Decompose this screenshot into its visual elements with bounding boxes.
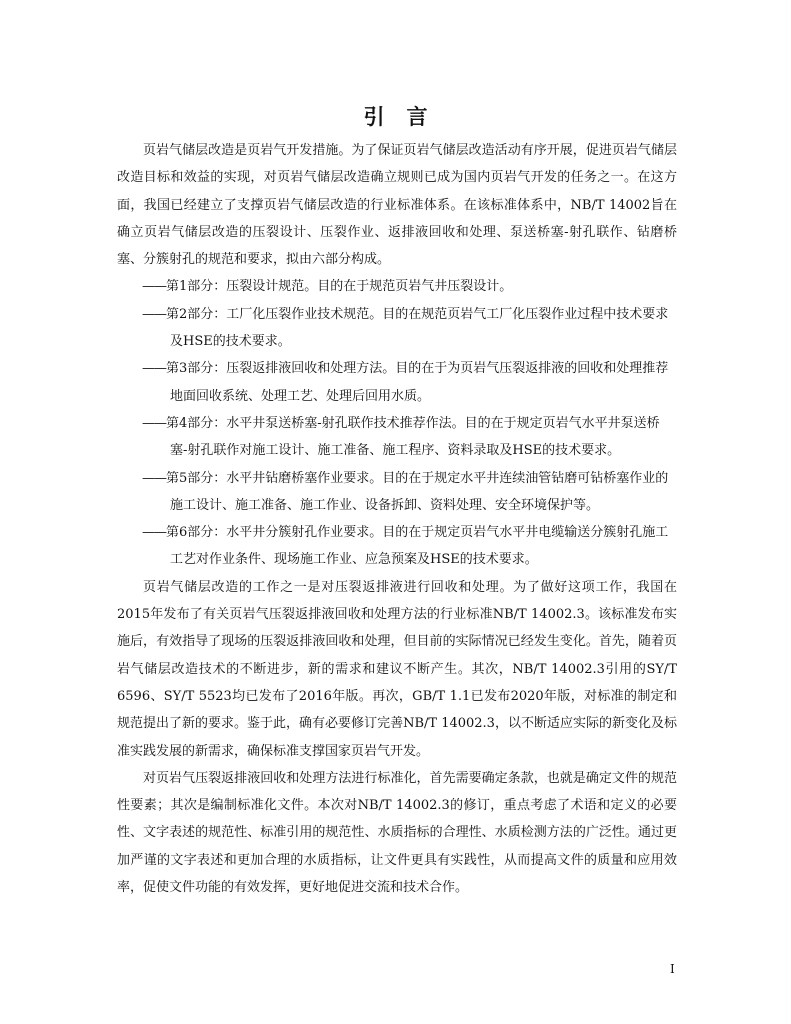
list-item bbox=[117, 465, 677, 520]
list-item-text: 第3部分：压裂返排液回收和处理方法。目的在于为页岩气压裂返排液的回收和处理推荐地面回收系统、处理工艺、处理后回用水质。 bbox=[166, 361, 669, 404]
list-item bbox=[117, 410, 677, 465]
document-body bbox=[117, 137, 677, 901]
list-dash: —— bbox=[142, 306, 166, 322]
list-dash: —— bbox=[142, 279, 166, 295]
list-item-text: 第4部分：水平井泵送桥塞-射孔联作技术推荐作法。目的在于规定页岩气水平井泵送桥塞-射孔联作对施工设计、施工准备、施工程序、资料录取及HSE的技术要求。 bbox=[166, 415, 660, 459]
list-item bbox=[117, 519, 677, 574]
list-dash: —— bbox=[142, 415, 166, 431]
page-title: 引言 bbox=[363, 105, 450, 129]
list-dash: —— bbox=[142, 361, 166, 377]
revision-paragraph: 对页岩气压裂返排液回收和处理方法进行标准化，首先需要确定条款，也就是确定文件的规范性要素；其次是编制标准化文件。本次对NB/T 14002.3的修订，重点考虑了术语和定义的必要性、文字表述的规范性、标准引用的规范性、水质指标的合理性、水质检测方法的广泛性。通过更加严谨的文字表述和更加合理的水质指标，让文件更具有实践性，从而提高文件的质量和应用效率，促使文件功能的有效发挥，更好地促进交流和技术合作。 bbox=[117, 770, 677, 896]
list-dash: —— bbox=[142, 470, 166, 486]
intro-paragraph: 页岩气储层改造是页岩气开发措施。为了保证页岩气储层改造活动有序开展，促进页岩气储层改造目标和效益的实现，对页岩气储层改造确立规则已成为国内页岩气开发的任务之一。在这方面，我国已经建立了支撑页岩气储层改造的行业标准体系。在该标准体系中，NB/T 14002旨在确立页岩气储层改造的压裂设计、压裂作业、返排液回收和处理、泵送桥塞-射孔联作、钻磨桥塞、分簇射孔的规范和要求，拟由六部分构成。 bbox=[117, 143, 677, 268]
list-item bbox=[117, 273, 677, 300]
background-paragraph: 页岩气储层改造的工作之一是对压裂返排液进行回收和处理。为了做好这项工作，我国在2015年发布了有关页岩气压裂返排液回收和处理方法的行业标准NB/T 14002.3。该标准发布实施后，有效指导了现场的压裂返排液回收和处理，但目前的实际情况已经发生变化。首先，随着页岩气储层改造技术的不断进步，新的需求和建议不断产生。其次，NB/T 14002.3引用的SY/T 6596、SY/T 5523均已发布了2016年版。再次，GB/T 1.1已发布2020年版，对标准的制定和规范提出了新的要求。鉴于此，确有必要修订完善NB/T 14002.3，以不断适应实际的新变化及标准实践发展的新需求，确保标准支撑国家页岩气开发。 bbox=[117, 579, 677, 759]
list-dash: —— bbox=[142, 525, 166, 541]
list-item-text: 第2部分：工厂化压裂作业技术规范。目的在规范页岩气工厂化压裂作业过程中技术要求及HSE的技术要求。 bbox=[166, 306, 669, 350]
list-item bbox=[117, 355, 677, 410]
page-number: I bbox=[670, 962, 675, 976]
list-item-text: 第1部分：压裂设计规范。目的在于规范页岩气井压裂设计。 bbox=[166, 279, 513, 295]
list-item-text: 第5部分：水平井钻磨桥塞作业要求。目的在于规定水平井连续油管钻磨可钻桥塞作业的施工设计、施工准备、施工作业、设备拆卸、资料处理、安全环境保护等。 bbox=[166, 470, 669, 513]
list-item bbox=[117, 301, 677, 356]
list-item-text: 第6部分：水平井分簇射孔作业要求。目的在于规定页岩气水平井电缆输送分簇射孔施工工艺对作业条件、现场施工作业、应急预案及HSE的技术要求。 bbox=[166, 525, 669, 568]
